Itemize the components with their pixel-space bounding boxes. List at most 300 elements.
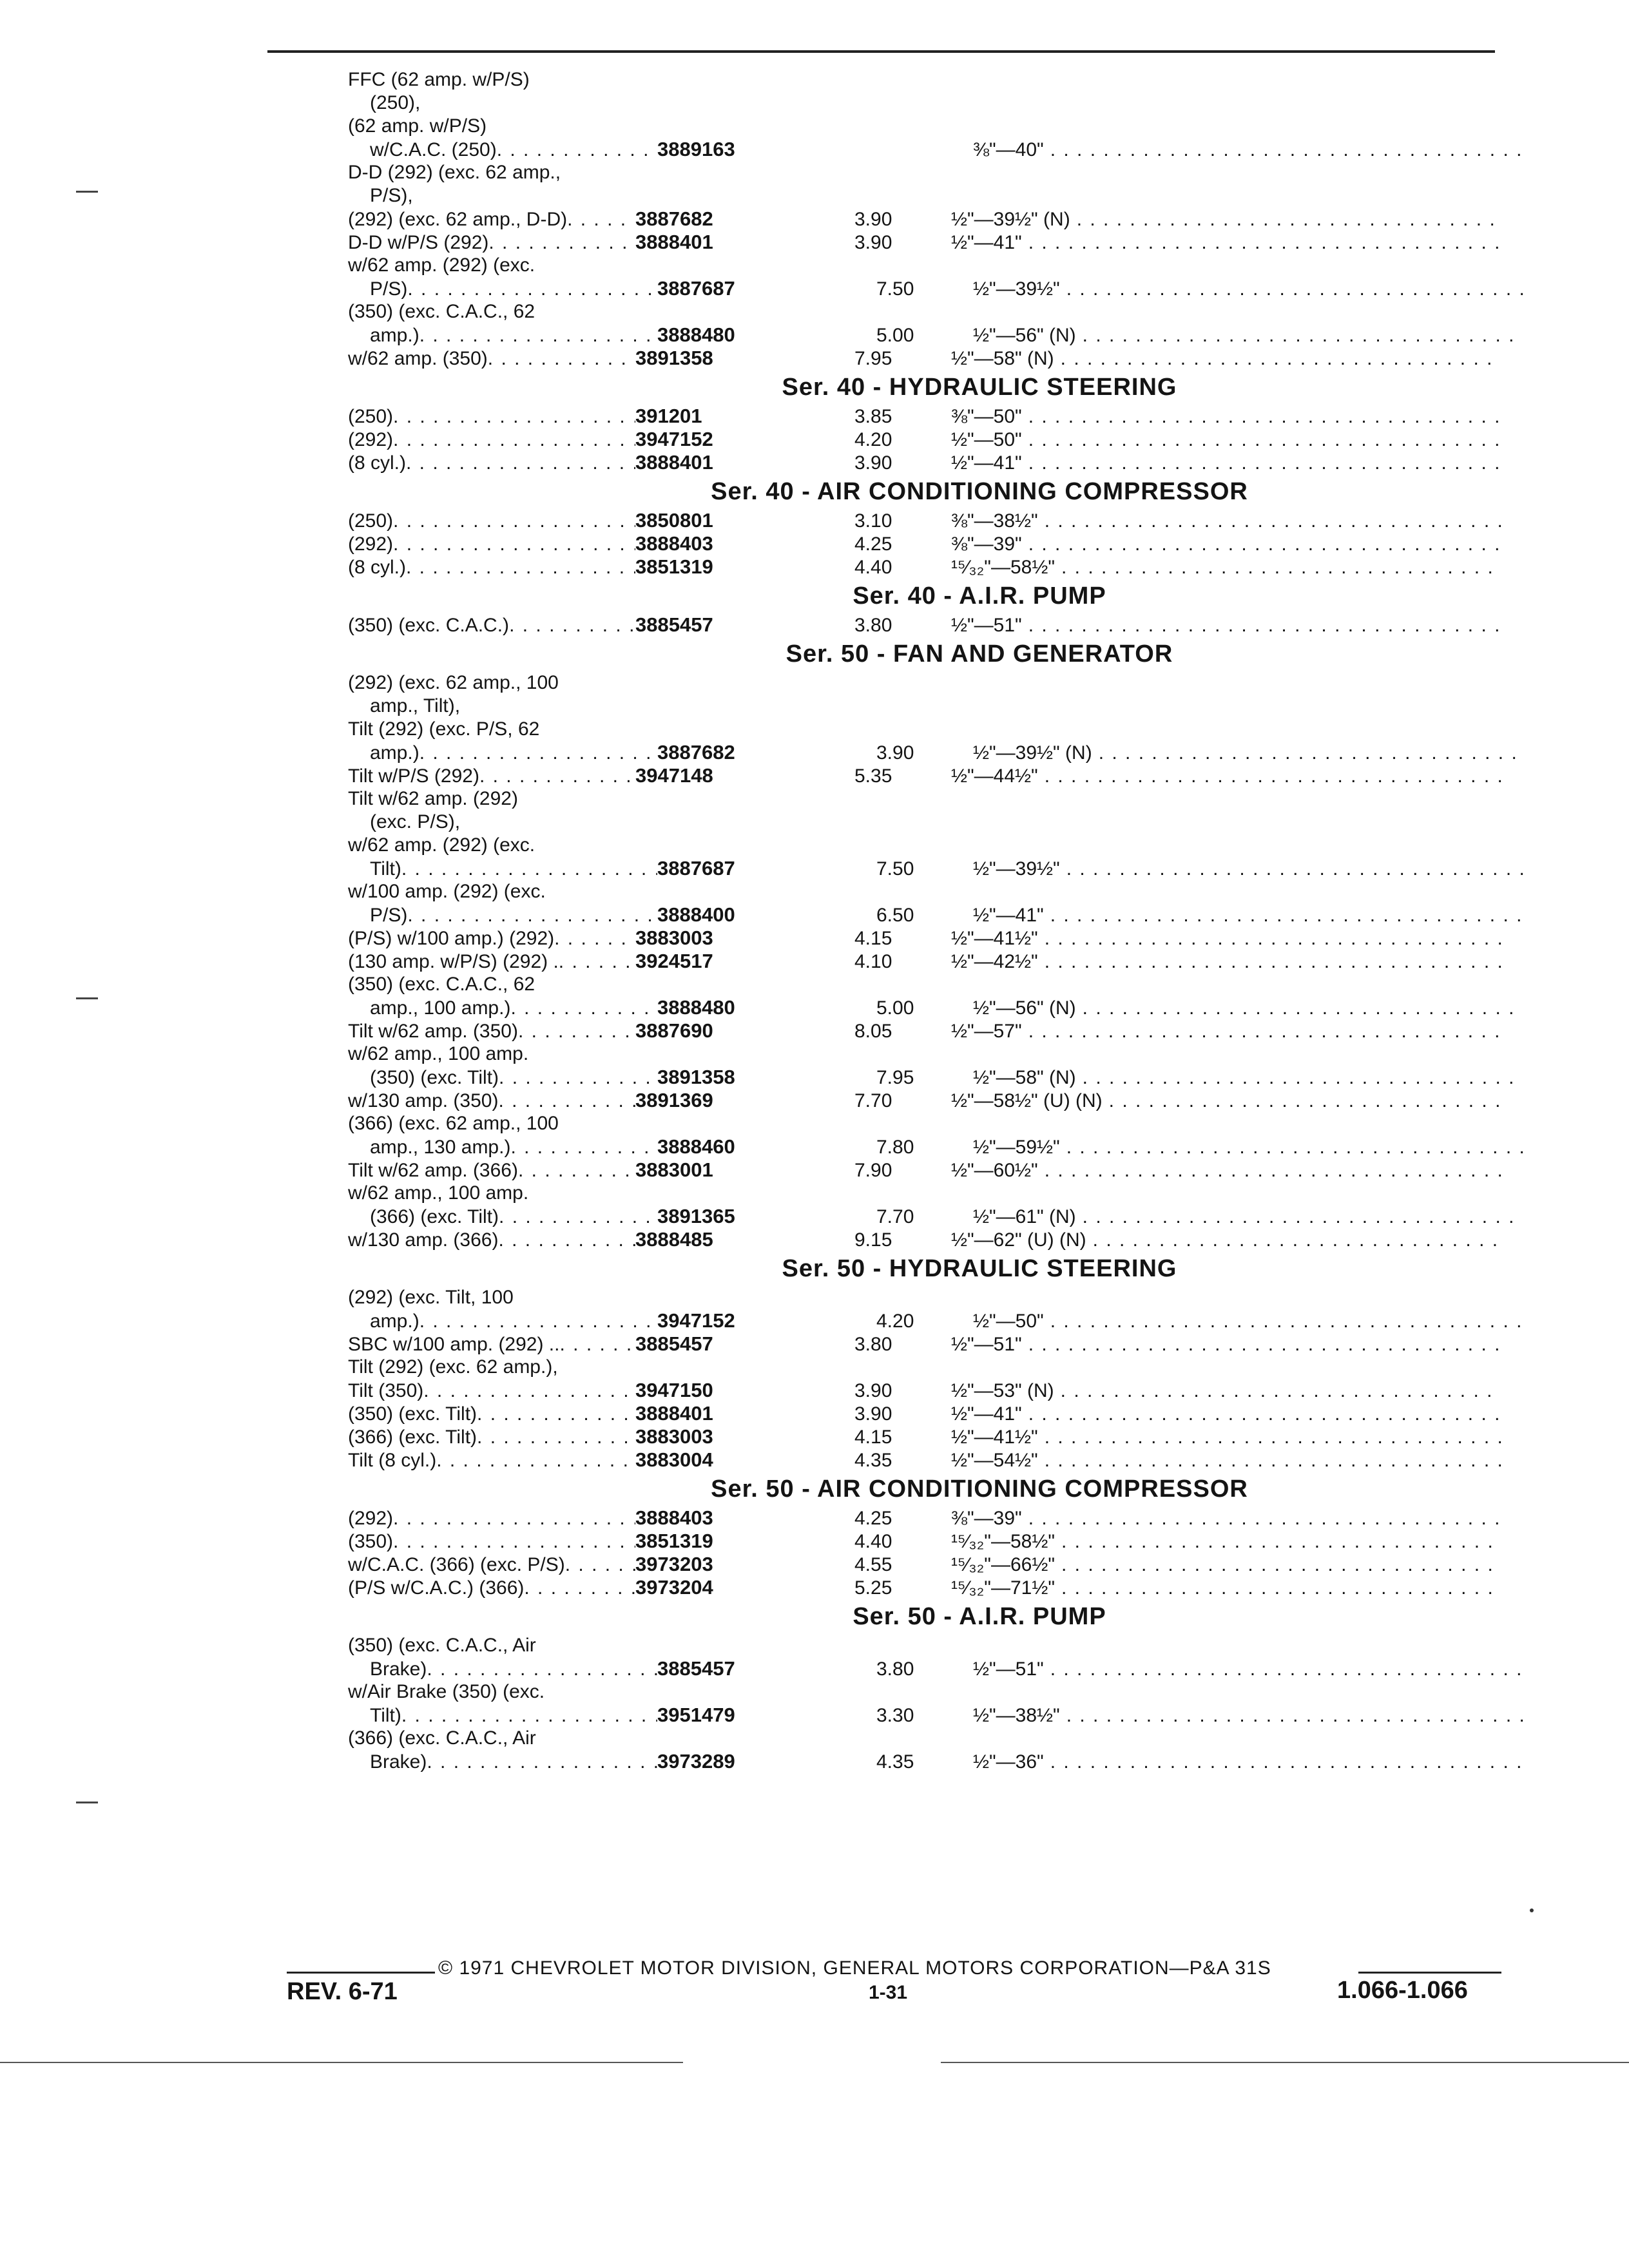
list-price: 7.50 [876,278,914,300]
item-description: (366) (exc. Tilt) . . . [348,1426,635,1449]
dot-leader [423,1379,635,1403]
part-number: 3888403 [635,1506,713,1529]
belt-size: ½"—36" . . . [973,1751,1523,1774]
dot-leader [1050,1751,1523,1774]
item-description: P/S) . . . [348,904,657,927]
dot-leader [498,1229,635,1252]
dot-leader [559,950,635,974]
table-row [348,1379,1501,1402]
table-row [348,115,1501,138]
part-number: 3885457 [657,1657,735,1680]
table-row [348,1356,1501,1379]
table-row [348,1576,1501,1599]
part-number: 3888485 [635,1228,713,1251]
table-row [348,764,1501,787]
copyright-notice: © 1971 CHEVROLET MOTOR DIVISION, GENERAL MOTORS CORPORATION—P&A 31S [438,1957,1271,1979]
part-number: 3891358 [657,1066,735,1088]
belt-size: ⅜"—38½" . . . [951,510,1501,533]
footer-rule-left [287,1972,435,1974]
part-number: 3973289 [657,1750,735,1773]
page-number: 1-31 [869,1982,908,2003]
table-row [348,1158,1501,1182]
dot-leader [1061,347,1501,370]
table-row [348,996,1501,1019]
table-row [348,834,1501,857]
table-row [348,1657,1501,1680]
table-row [348,1182,1501,1205]
bottom-rule-left [0,2062,683,2063]
item-description: SBC w/100 amp. (292) .. . . . [348,1333,635,1356]
item-description: Tilt (292) (exc. 62 amp.), [348,1356,558,1378]
dot-leader [518,1159,635,1182]
item-description: Tilt (8 cyl.) . . . [348,1449,635,1472]
list-price: 4.10 [854,951,892,972]
item-description: (350) (exc. C.A.C., 62 [348,301,535,322]
dot-leader [401,858,657,881]
item-description: (130 amp. w/P/S) (292) . . . . [348,950,635,974]
dot-leader [1061,1379,1501,1403]
part-number: 3891358 [635,347,713,369]
part-number: 3887690 [635,1019,713,1042]
table-row [348,787,1501,811]
belt-size: ½"—41½" . . . [951,1426,1501,1449]
dot-leader [436,1449,635,1472]
dot-leader [1028,1403,1501,1426]
dot-leader [1099,742,1523,765]
dot-leader [393,405,635,428]
table-row [348,1066,1501,1089]
belt-size: ⅜"—39" . . . [951,533,1501,556]
document-number: 1.066-1.066 [1337,1977,1468,2004]
list-price: 3.85 [854,406,892,427]
parts-list [348,68,1501,1773]
dot-leader [1066,278,1523,301]
part-number: 3947152 [635,428,713,450]
dot-leader [1045,1449,1501,1472]
dot-leader [1066,858,1523,881]
table-row [348,231,1501,254]
dot-leader [1061,1553,1501,1577]
dot-leader [488,231,635,255]
part-number: 3883003 [635,927,713,949]
table-row [348,451,1501,474]
belt-size: ½"—58½" (U) (N) . . . [951,1090,1501,1113]
list-price: 3.90 [854,209,892,230]
list-price: 3.90 [854,452,892,474]
part-number: 3888401 [635,1402,713,1425]
part-number: 3891369 [635,1089,713,1111]
belt-size: ½"—59½" . . . [973,1136,1523,1159]
dot-leader [407,904,657,927]
table-row [348,741,1501,764]
belt-size: ½"—60½" . . . [951,1159,1501,1182]
item-description: (292) . . . [348,533,635,556]
item-description: w/62 amp., 100 amp. [348,1182,529,1204]
dot-leader [1050,1658,1523,1681]
list-price: 4.20 [854,429,892,450]
table-row [348,1553,1501,1576]
section-heading: Ser. 40 - HYDRAULIC STEERING [782,374,1177,401]
table-row [348,138,1501,161]
dot-leader [1028,1333,1501,1356]
revision-label: REV. 6-71 [287,1978,398,2005]
table-row [348,161,1501,184]
item-description: (350) . . . [348,1530,635,1553]
list-price: 4.35 [854,1450,892,1471]
item-description: (350) (exc. C.A.C.) . . . [348,614,635,637]
part-number: 3888480 [657,996,735,1019]
item-description: w/62 amp. (292) (exc. [348,255,535,276]
belt-size: ½"—51" . . . [973,1658,1523,1681]
bottom-rule-right [941,2062,1629,2063]
list-price: 4.40 [854,557,892,578]
item-description: Tilt (292) (exc. P/S, 62 [348,718,540,740]
table-row [348,1112,1501,1135]
item-description: w/100 amp. (292) (exc. [348,881,546,902]
dot-leader [559,1333,635,1356]
belt-size: ½"—41½" . . . [951,927,1501,950]
part-number: 3888401 [635,451,713,474]
part-number: 3947152 [657,1309,735,1332]
table-row [348,1448,1501,1472]
belt-size: ½"—39½" (N) . . . [951,208,1501,231]
list-price: 3.90 [854,1380,892,1401]
table-row [348,509,1501,532]
section-heading: Ser. 40 - A.I.R. PUMP [853,582,1106,610]
item-description: Tilt (350) . . . [348,1379,635,1403]
table-row [348,1680,1501,1704]
list-price: 7.80 [876,1137,914,1158]
dot-leader [1083,1206,1523,1229]
table-row [348,1704,1501,1727]
dot-leader [499,1066,657,1090]
part-number: 3889163 [657,138,735,160]
dot-leader [1083,1066,1523,1090]
table-row [348,207,1501,231]
list-price: 4.55 [854,1554,892,1575]
belt-size: ½"—39½" (N) . . . [973,742,1523,765]
item-description: Tilt) . . . [348,858,657,881]
belt-size: ⅜"—40" . . . [973,139,1523,162]
dot-leader [1045,1426,1501,1449]
dot-leader [479,765,635,788]
dot-leader [1061,556,1501,579]
item-description: Tilt w/P/S (292) . . . [348,765,635,788]
belt-size: ½"—44½" . . . [951,765,1501,788]
part-number: 3891365 [657,1205,735,1227]
dot-leader [1045,950,1501,974]
belt-size: ½"—51" . . . [951,614,1501,637]
table-row [348,613,1501,637]
list-price: 3.90 [854,1403,892,1425]
item-description: Brake) . . . [348,1658,657,1681]
table-row [348,695,1501,718]
list-price: 7.50 [876,858,914,879]
table-row [348,718,1501,741]
dot-leader [1061,1530,1501,1553]
part-number: 3888480 [657,323,735,346]
belt-size: ½"—61" (N) . . . [973,1206,1523,1229]
dot-leader [1066,1704,1523,1727]
belt-size: ¹⁵⁄₃₂"—58½" . . . [951,1530,1501,1553]
print-speck [1530,1908,1534,1912]
dot-leader [488,347,635,370]
dot-leader [510,1136,657,1159]
part-number: 3887687 [657,857,735,879]
list-price: 4.25 [854,1508,892,1529]
list-price: 4.15 [854,928,892,949]
dot-leader [419,742,657,765]
table-row [348,903,1501,927]
belt-size: ½"—57" . . . [951,1020,1501,1043]
item-description: w/62 amp., 100 amp. [348,1043,529,1064]
dot-leader [554,927,635,950]
table-row [348,811,1501,834]
belt-size: ½"—54½" . . . [951,1449,1501,1472]
item-description: (350) (exc. Tilt) . . . [348,1403,635,1426]
table-row [348,254,1501,277]
dot-leader [393,510,635,533]
item-description: (292) (exc. 62 amp., 100 [348,672,559,693]
table-row [348,1135,1501,1158]
table-row [348,1425,1501,1448]
list-price: 4.40 [854,1531,892,1552]
item-description: P/S), [370,185,413,206]
dot-leader [518,1020,635,1043]
belt-size: ½"—39½" . . . [973,278,1523,301]
item-description: (350) (exc. C.A.C., 62 [348,974,535,995]
part-number: 3883003 [635,1425,713,1448]
dot-leader [393,428,635,452]
list-price: 7.70 [876,1206,914,1227]
table-row [348,68,1501,91]
table-row [348,1402,1501,1425]
dot-leader [1050,904,1523,927]
section-heading: Ser. 50 - FAN AND GENERATOR [786,640,1173,668]
dot-leader [1083,997,1523,1020]
belt-size: ½"—38½" . . . [973,1704,1523,1727]
dot-leader [406,556,635,579]
part-number: 3887682 [635,207,713,230]
item-description: amp.) . . . [348,742,657,765]
belt-size: ¹⁵⁄₃₂"—71½" . . . [951,1577,1501,1600]
part-number: 391201 [635,405,702,427]
belt-size: ½"—58" (N) . . . [951,347,1501,370]
table-row [348,428,1501,451]
item-description: (292) . . . [348,1507,635,1530]
part-number: 3883001 [635,1158,713,1181]
dot-leader [401,1704,657,1727]
part-number: 3887687 [657,277,735,300]
belt-size: ¹⁵⁄₃₂"—66½" . . . [951,1553,1501,1577]
item-description: (366) (exc. 62 amp., 100 [348,1113,559,1134]
table-row [348,880,1501,903]
part-number: 3951479 [657,1704,735,1726]
item-description: Tilt w/62 amp. (350) . . . [348,1020,635,1043]
list-price: 7.95 [854,348,892,369]
table-row [348,1043,1501,1066]
item-description: amp., Tilt), [370,695,461,716]
item-description: w/130 amp. (366) . . . [348,1229,635,1252]
dot-leader [393,533,635,556]
list-price: 7.90 [854,1160,892,1181]
list-price: 4.15 [854,1427,892,1448]
list-price: 6.50 [876,905,914,926]
part-number: 3850801 [635,509,713,532]
dot-leader [393,1530,635,1553]
dot-leader [1028,614,1501,637]
table-row [348,555,1501,579]
dot-leader [1028,405,1501,428]
belt-size: ½"—42½" . . . [951,950,1501,974]
item-description: (8 cyl.) . . . [348,556,635,579]
list-price: 3.80 [876,1658,914,1680]
dot-leader [1093,1229,1501,1252]
belt-size: ¹⁵⁄₃₂"—58½" . . . [951,556,1501,579]
dot-leader [477,1426,635,1449]
list-price: 3.80 [854,1334,892,1355]
dot-leader [509,614,635,637]
part-number: 3887682 [657,741,735,764]
table-row [348,671,1501,695]
list-price: 5.00 [876,325,914,346]
table-row [348,184,1501,207]
table-row [348,277,1501,300]
table-row [348,323,1501,347]
dot-leader [393,1507,635,1530]
item-description: Tilt w/62 amp. (366) . . . [348,1159,635,1182]
belt-size: ½"—56" (N) . . . [973,324,1523,347]
item-description: (366) (exc. Tilt) . . . [348,1206,657,1229]
section-heading: Ser. 50 - HYDRAULIC STEERING [782,1255,1177,1282]
top-rule [267,50,1495,53]
belt-size: ½"—58" (N) . . . [973,1066,1523,1090]
section-heading: Ser. 50 - A.I.R. PUMP [853,1603,1106,1630]
part-number: 3888400 [657,903,735,926]
table-row [348,1634,1501,1657]
table-row [348,1727,1501,1750]
dot-leader [427,1751,657,1774]
item-description: w/130 amp. (350) . . . [348,1090,635,1113]
belt-size: ½"—41" . . . [951,1403,1501,1426]
dot-leader [1028,452,1501,475]
table-row [348,927,1501,950]
list-price: 3.90 [854,232,892,253]
item-description: (250), [370,92,421,113]
list-price: 3.10 [854,510,892,532]
section-heading: Ser. 40 - AIR CONDITIONING COMPRESSOR [711,478,1248,505]
item-description: (366) (exc. C.A.C., Air [348,1727,536,1749]
part-number: 3973204 [635,1576,713,1599]
item-description: w/Air Brake (350) (exc. [348,1681,545,1702]
dot-leader [510,997,657,1020]
dot-leader [1050,1310,1523,1333]
item-description: (292) (exc. Tilt, 100 [348,1287,514,1308]
dot-leader [1045,927,1501,950]
part-number: 3888403 [635,532,713,555]
belt-size: ⅜"—39" . . . [951,1507,1501,1530]
table-row [348,1750,1501,1773]
dot-leader [1028,231,1501,255]
belt-size: ½"—50" . . . [973,1310,1523,1333]
item-description: (292) . . . [348,428,635,452]
part-number: 3947150 [635,1379,713,1401]
list-price: 3.90 [876,742,914,764]
dot-leader [1045,510,1501,533]
list-price: 8.05 [854,1021,892,1042]
dot-leader [497,139,657,162]
item-description: (62 amp. w/P/S) [348,115,487,137]
list-price: 4.20 [876,1311,914,1332]
list-price: 7.70 [854,1090,892,1111]
list-price: 4.25 [854,533,892,555]
belt-size: ½"—41" . . . [951,231,1501,255]
dot-leader [427,1658,657,1681]
item-description: (292) (exc. 62 amp., D-D) . . . [348,208,635,231]
belt-size: ½"—50" . . . [951,428,1501,452]
table-row [348,973,1501,996]
dot-leader [1028,1507,1501,1530]
belt-size: ½"—56" (N) . . . [973,997,1523,1020]
table-row [348,91,1501,115]
dot-leader [1028,428,1501,452]
dot-leader [1050,139,1523,162]
item-description: w/62 amp. (292) (exc. [348,834,535,856]
dot-leader [1109,1090,1501,1113]
dot-leader [477,1403,635,1426]
item-description: Tilt) . . . [348,1704,657,1727]
table-row [348,300,1501,323]
part-number: 3851319 [635,555,713,578]
table-row [348,1228,1501,1251]
table-row [348,1019,1501,1043]
table-row [348,1530,1501,1553]
dot-leader [1066,1136,1523,1159]
table-row [348,1089,1501,1112]
part-number: 3883004 [635,1448,713,1471]
dot-leader [565,1553,635,1577]
margin-mark [76,997,98,999]
part-number: 3885457 [635,1332,713,1355]
margin-mark [76,1802,98,1803]
item-description: (250) . . . [348,510,635,533]
item-description: P/S) . . . [348,278,657,301]
part-number: 3888401 [635,231,713,253]
item-description: (P/S w/C.A.C.) (366) . . . [348,1577,635,1600]
belt-size: ½"—51" . . . [951,1333,1501,1356]
footer-rule-right [1358,1972,1501,1974]
table-row [348,532,1501,555]
item-description: w/62 amp. (350) . . . [348,347,635,370]
part-number: 3885457 [635,613,713,636]
part-number: 3851319 [635,1530,713,1552]
item-description: Brake) . . . [348,1751,657,1774]
dot-leader [406,452,635,475]
item-description: w/C.A.C. (366) (exc. P/S) . . . [348,1553,635,1577]
item-description: (350) (exc. Tilt) . . . [348,1066,657,1090]
item-description: D-D w/P/S (292) . . . [348,231,635,255]
belt-size: ½"—39½" . . . [973,858,1523,881]
dot-leader [1061,1577,1501,1600]
table-row [348,950,1501,973]
dot-leader [1028,533,1501,556]
list-price: 3.30 [876,1705,914,1726]
part-number: 3888460 [657,1135,735,1158]
belt-size: ½"—41" . . . [973,904,1523,927]
item-description: (350) (exc. C.A.C., Air [348,1635,536,1656]
item-description: amp., 100 amp.) . . . [348,997,657,1020]
belt-size: ⅜"—50" . . . [951,405,1501,428]
